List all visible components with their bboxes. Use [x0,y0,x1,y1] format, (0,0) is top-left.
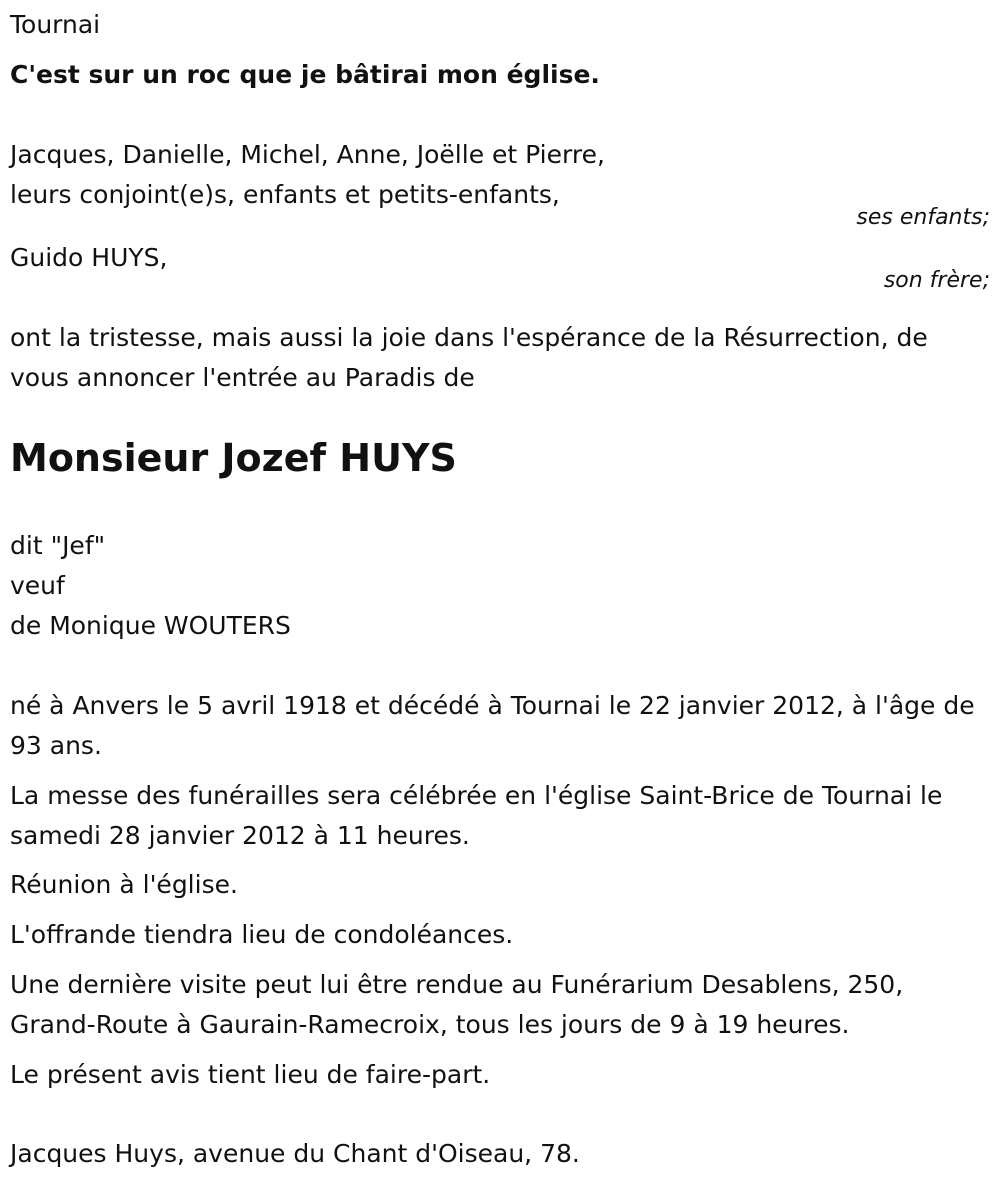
brother-name: Guido HUYS, [10,243,168,272]
motto: C'est sur un roc que je bâtirai mon église. [10,60,600,89]
contact-address: Jacques Huys, avenue du Chant d'Oiseau, 78. [10,1139,580,1168]
children-names: Jacques, Danielle, Michel, Anne, Joëlle et Pierre, [10,140,605,169]
children-relation: ses enfants; [856,205,990,230]
announcement-text: ont la tristesse, mais aussi la joie dans l'espérance de la Résurrection, de vous annoncer l'entrée au Paradis de [10,323,928,392]
nickname: dit "Jef" [10,531,106,560]
brother-relation: son frère; [883,268,990,293]
funeral-mass-info: La messe des funérailles sera célébrée en l'église Saint-Brice de Tournai le samedi 28 janvier 2012 à 11 heures. [10,781,943,850]
spouse-name: de Monique WOUTERS [10,611,291,640]
widower-label: veuf [10,571,65,600]
visit-info: Une dernière visite peut lui être rendue au Funérarium Desablens, 250, Grand-Route à Gaurain-Ramecroix, tous les jours de 9 à 19 heures. [10,970,904,1039]
birth-death-info: né à Anvers le 5 avril 1918 et décédé à Tournai le 22 janvier 2012, à l'âge de 93 ans. [10,691,975,760]
meeting-info: Réunion à l'église. [10,870,238,899]
offering-info: L'offrande tiendra lieu de condoléances. [10,920,514,949]
children-families: leurs conjoint(e)s, enfants et petits-enfants, [10,180,560,209]
city-label: Tournai [10,10,101,39]
faire-part-note: Le présent avis tient lieu de faire-part. [10,1060,491,1089]
deceased-name: Monsieur Jozef HUYS [10,436,457,480]
